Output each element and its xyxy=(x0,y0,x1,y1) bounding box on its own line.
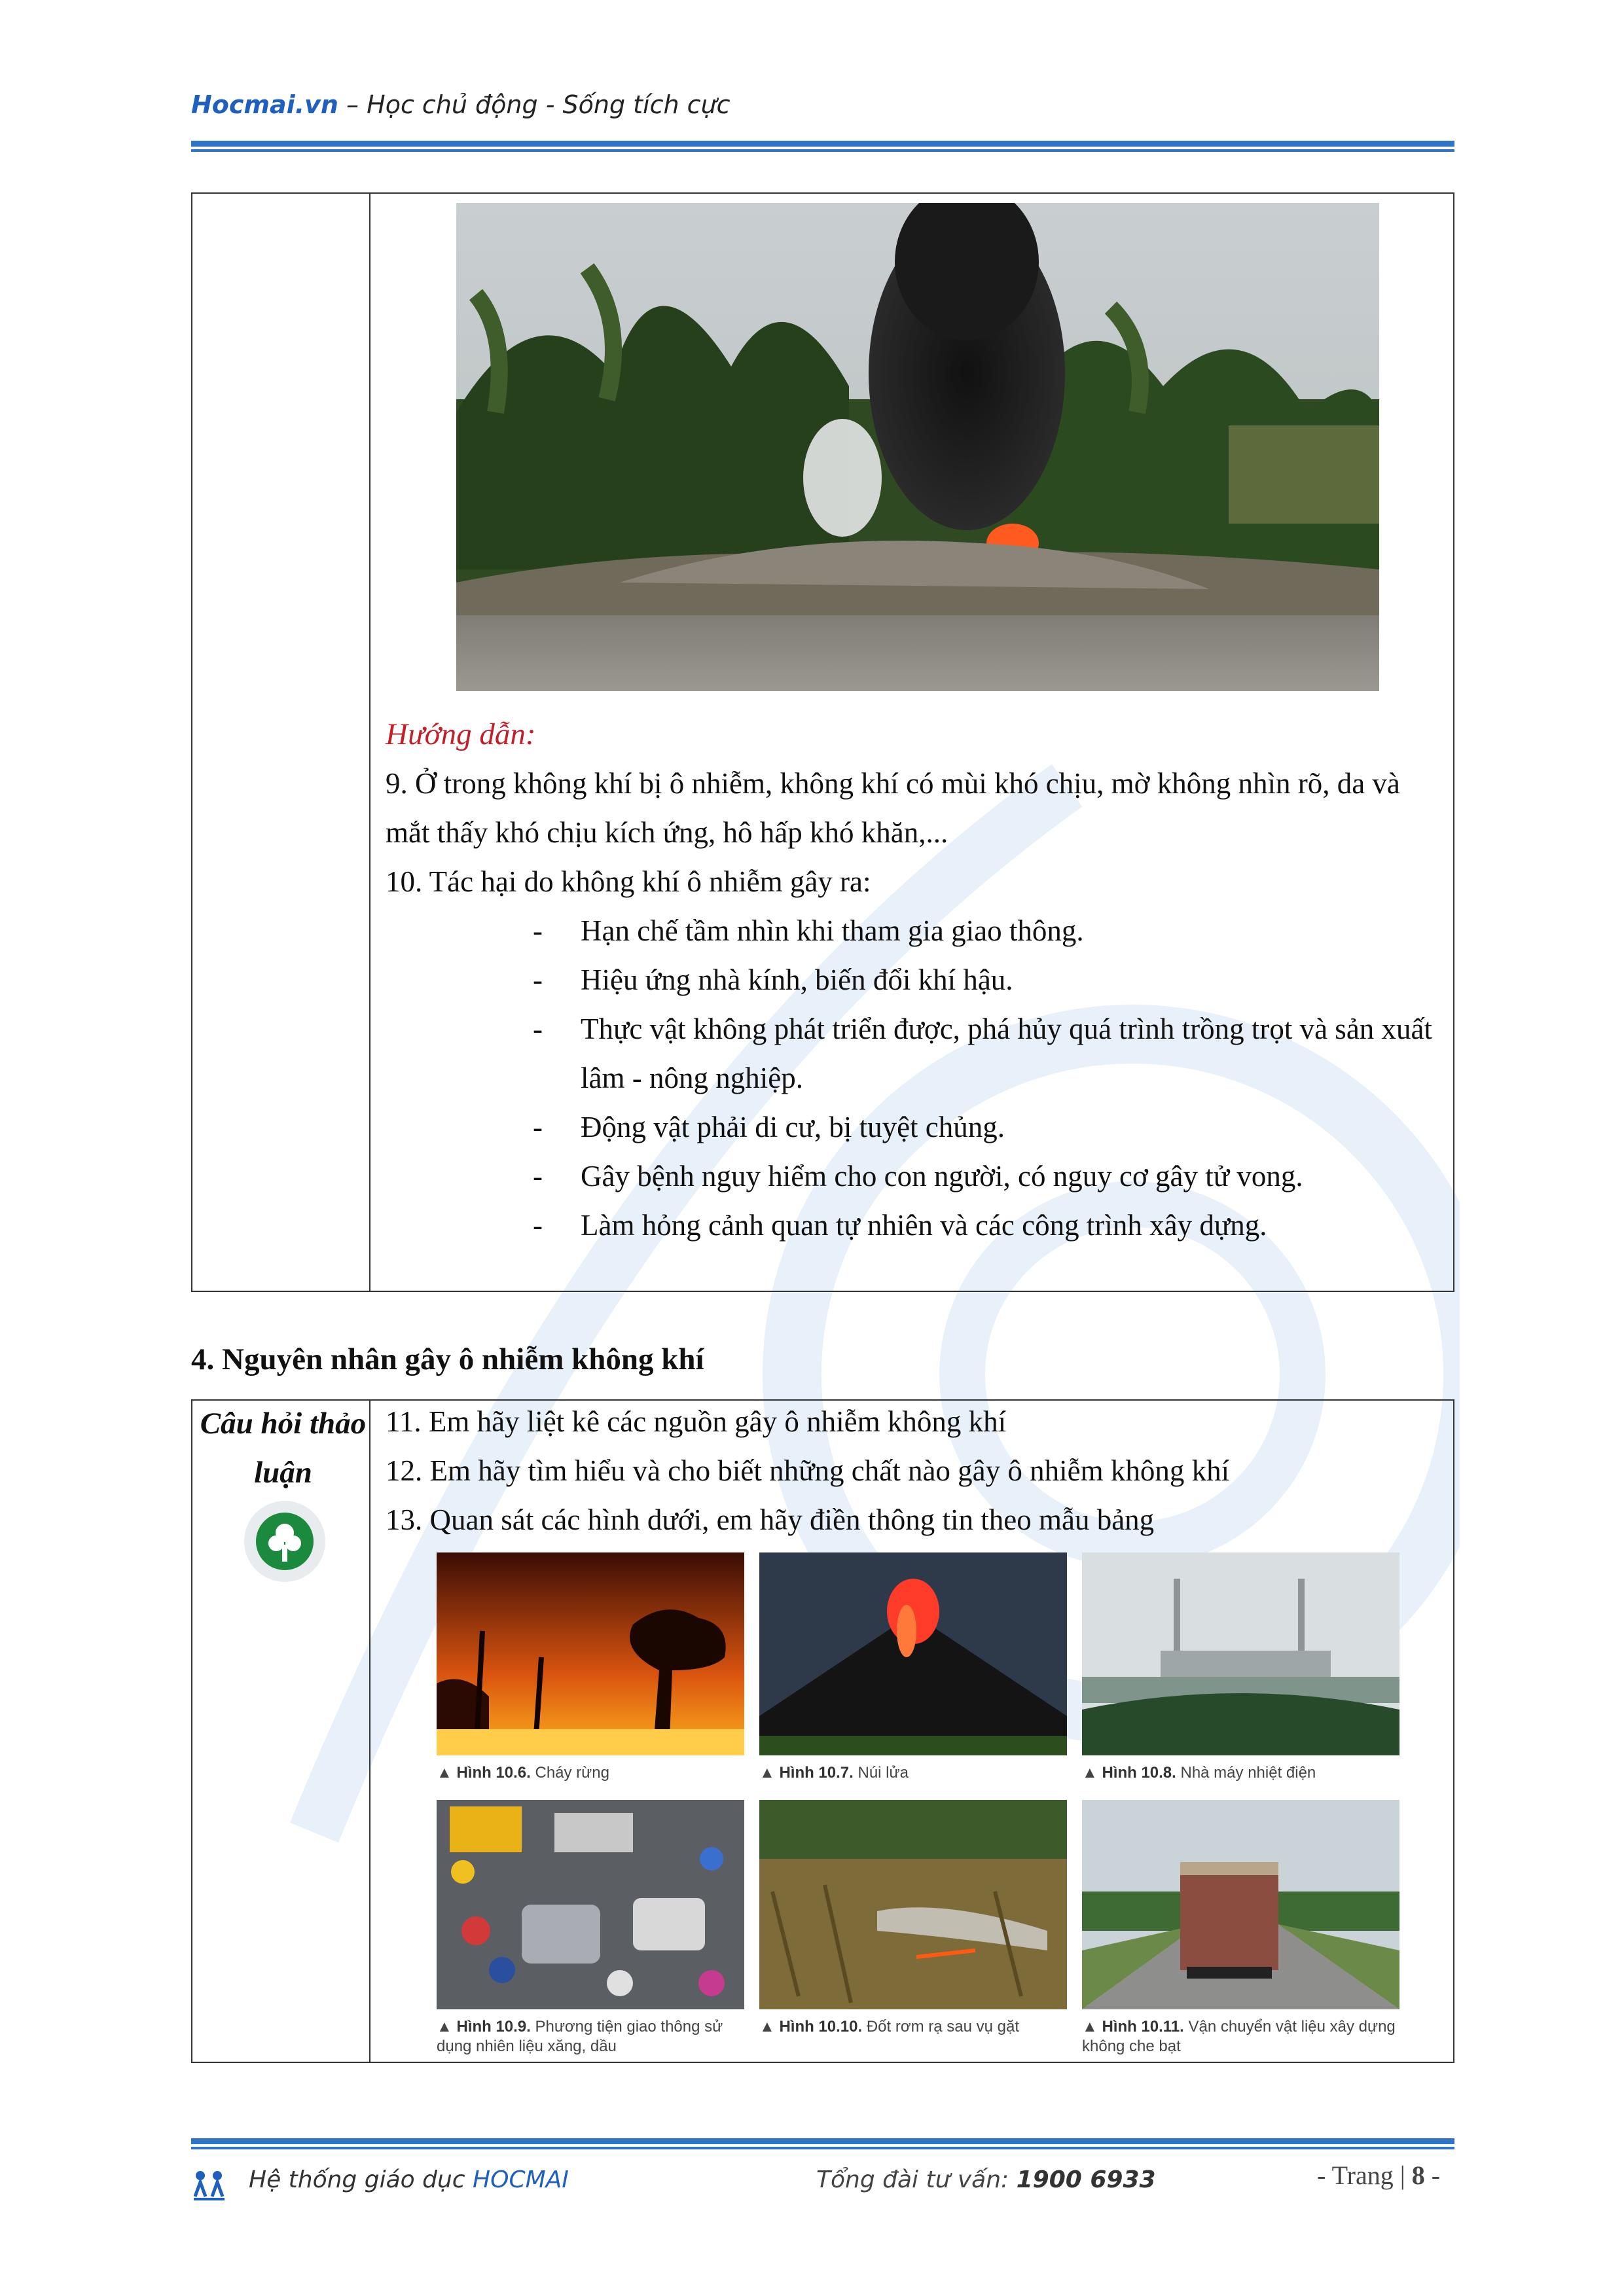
footer-rule-thin xyxy=(191,2147,1454,2149)
question-13: 13. Quan sát các hình dưới, em hãy điền thông tin theo mẫu bảng xyxy=(386,1503,1155,1536)
triangle-icon: ▲ xyxy=(437,2018,452,2036)
hotline-label: Tổng đài tư vấn: xyxy=(816,2166,1017,2193)
figure-caption xyxy=(759,1763,1067,1783)
figure-caption-text: Phương tiện giao thông sử dụng nhiên liệu xăng, dầu xyxy=(437,2018,723,2055)
figure-truck xyxy=(1082,1800,1399,2056)
q9-answer: 9. Ở trong không khí bị ô nhiễm, không khí có mùi khó chịu, mờ không nhìn rõ, da và mắt thấy khó chịu kích ứng, hô hấp khó khăn,... xyxy=(386,767,1400,849)
figure-number: Hình 10.8. xyxy=(1102,1764,1176,1782)
header-rule-thick xyxy=(191,141,1454,147)
figure-number: Hình 10.9. xyxy=(456,2018,531,2036)
discussion-questions xyxy=(386,1397,1433,1545)
footer-rule-thick xyxy=(191,2138,1454,2144)
triangle-icon: ▲ xyxy=(759,1764,775,1782)
answer-guide xyxy=(386,710,1446,1250)
figure-power-plant xyxy=(1082,1552,1399,1783)
hotline-number[interactable]: 1900 6933 xyxy=(1016,2166,1156,2193)
footer-hotline xyxy=(816,2166,1156,2193)
q10-harm-list xyxy=(386,906,1446,1250)
guide-label: Hướng dẫn: xyxy=(386,717,536,751)
list-item xyxy=(386,1201,1446,1250)
triangle-icon: ▲ xyxy=(759,2018,775,2036)
figure-number: Hình 10.6. xyxy=(456,1764,531,1782)
brand-tagline: – Học chủ động - Sống tích cực xyxy=(338,90,731,119)
discussion-label: Câu hỏi thảo luận xyxy=(200,1407,367,1490)
answer-table-left-cell xyxy=(192,193,370,1291)
power-plant-image xyxy=(1082,1552,1399,1755)
list-item-text: Động vật phải di cư, bị tuyệt chủng. xyxy=(581,1111,1005,1143)
list-item xyxy=(386,1152,1446,1201)
figure-caption-text: Đốt rơm rạ sau vụ gặt xyxy=(866,2018,1019,2036)
brand-name[interactable]: Hocmai.vn xyxy=(191,90,338,119)
footer-system-text: Hệ thống giáo dục xyxy=(249,2166,473,2193)
figure-caption xyxy=(1082,1763,1399,1783)
header-brand xyxy=(191,90,731,119)
footer-brand[interactable]: HOCMAI xyxy=(473,2166,569,2193)
list-item-text: Gây bệnh nguy hiểm cho con người, có nguy cơ gây tử vong. xyxy=(581,1160,1303,1193)
header-rule-thin xyxy=(191,149,1454,152)
list-item-text: Làm hỏng cảnh quan tự nhiên và các công trình xây dựng. xyxy=(581,1209,1267,1242)
figure-caption-text: Nhà máy nhiệt điện xyxy=(1180,1764,1316,1782)
triangle-icon: ▲ xyxy=(437,1764,452,1782)
question-11: 11. Em hãy liệt kê các nguồn gây ô nhiễm không khí xyxy=(386,1405,1007,1438)
list-item xyxy=(386,1103,1446,1152)
list-item xyxy=(386,1005,1446,1103)
figure-caption-text: Núi lửa xyxy=(857,1764,909,1782)
figure-volcano xyxy=(759,1552,1067,1783)
page-number-value: 8 xyxy=(1411,2161,1425,2190)
section-title: 4. Nguyên nhân gây ô nhiễm không khí xyxy=(191,1342,704,1376)
straw-burning-image xyxy=(759,1800,1067,2009)
page-label: - Trang | xyxy=(1317,2161,1412,2190)
figure-straw-burning xyxy=(759,1800,1067,2037)
page-number xyxy=(1317,2160,1440,2191)
list-item-text: Thực vật không phát triển được, phá hủy quá trình trồng trọt và sản xuất lâm - nông nghiệp. xyxy=(581,1013,1433,1094)
discussion-tree-icon xyxy=(242,1499,327,1584)
figure-forest-fire xyxy=(437,1552,744,1783)
question-12: 12. Em hãy tìm hiểu và cho biết những chất nào gây ô nhiễm không khí xyxy=(386,1454,1230,1487)
figure-caption-text: Vận chuyển vật liệu xây dựng không che bạt xyxy=(1082,2018,1396,2055)
hocmai-logo-icon xyxy=(191,2166,227,2202)
list-item-text: Hạn chế tầm nhìn khi tham gia giao thông. xyxy=(581,914,1084,947)
figure-number: Hình 10.10. xyxy=(779,2018,863,2036)
figure-caption xyxy=(437,2017,744,2056)
list-dash: - xyxy=(533,1209,543,1242)
figure-traffic xyxy=(437,1800,744,2056)
list-dash: - xyxy=(533,914,543,947)
figure-number: Hình 10.11. xyxy=(1102,2018,1184,2036)
page-suffix: - xyxy=(1424,2161,1441,2190)
traffic-image xyxy=(437,1800,744,2009)
list-dash: - xyxy=(533,1160,543,1193)
list-item xyxy=(386,906,1446,956)
footer-system xyxy=(249,2166,569,2193)
list-dash: - xyxy=(533,1013,543,1045)
burning-garbage-photo xyxy=(456,203,1379,691)
figure-caption xyxy=(759,2017,1067,2037)
list-dash: - xyxy=(533,963,543,996)
list-item xyxy=(386,956,1446,1005)
figure-caption xyxy=(437,1763,744,1783)
forest-fire-image xyxy=(437,1552,744,1755)
volcano-image xyxy=(759,1552,1067,1755)
figure-caption xyxy=(1082,2017,1399,2056)
q10-intro: 10. Tác hại do không khí ô nhiễm gây ra: xyxy=(386,865,871,898)
list-dash: - xyxy=(533,1111,543,1143)
triangle-icon: ▲ xyxy=(1082,1764,1098,1782)
triangle-icon: ▲ xyxy=(1082,2018,1098,2036)
truck-image xyxy=(1082,1800,1399,2009)
list-item-text: Hiệu ứng nhà kính, biến đổi khí hậu. xyxy=(581,963,1013,996)
figure-caption-text: Cháy rừng xyxy=(535,1764,609,1782)
figure-number: Hình 10.7. xyxy=(779,1764,854,1782)
